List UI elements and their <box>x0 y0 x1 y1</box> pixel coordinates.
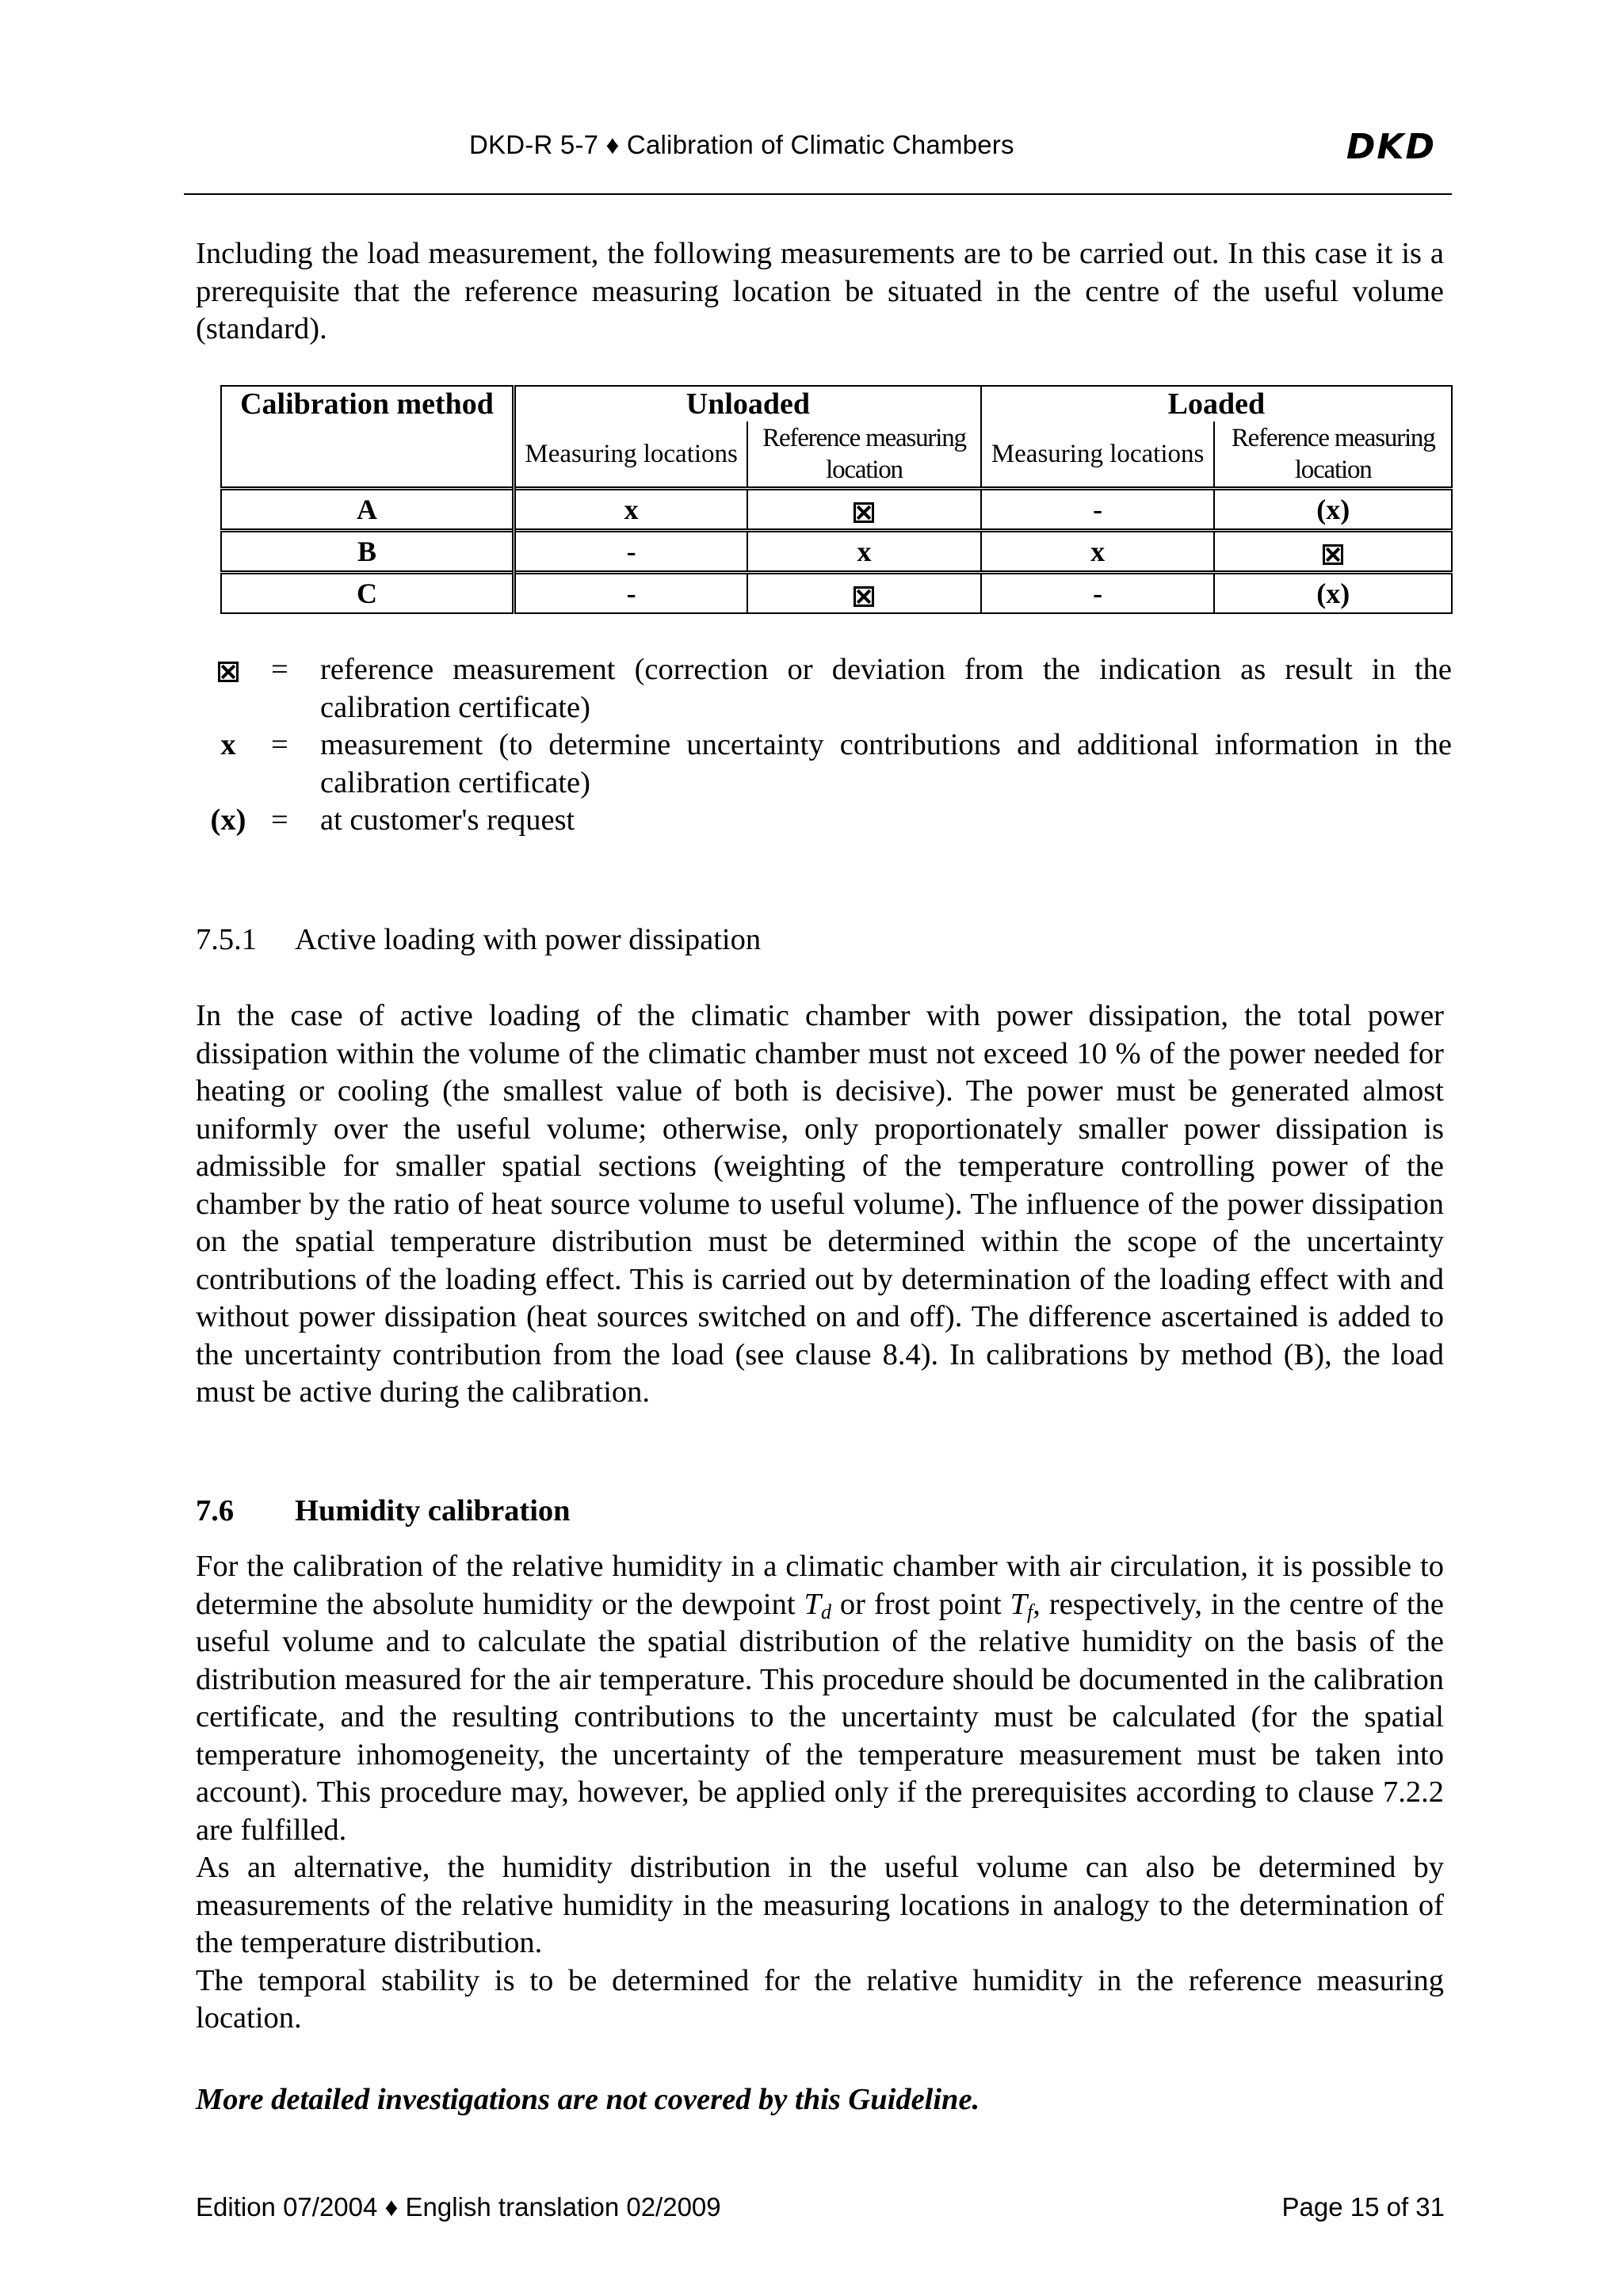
section-number: 7.6 <box>196 1494 235 1527</box>
subheader-loaded-measuring: Measuring locations <box>981 421 1215 489</box>
intro-paragraph: Including the load measurement, the following measurements are to be carried out. In this case it is a prerequisite that the reference measuring location be situated in the centre of the useful volume (standard). <box>196 237 1444 345</box>
group-header-unloaded: Unloaded <box>514 386 981 421</box>
column-header-spacer <box>221 421 514 489</box>
subheader-unloaded-measuring: Measuring locations <box>514 421 748 489</box>
dkd-logo: DKD <box>1346 127 1436 167</box>
table-cell: x <box>514 489 748 531</box>
legend-item <box>208 802 1452 840</box>
page-header <box>184 127 1452 165</box>
section-heading-7-5-1 <box>196 921 761 959</box>
table-legend <box>208 651 1452 840</box>
section-title: Humidity calibration <box>295 1494 571 1527</box>
closing-note: More detailed investigations are not covered by this Guideline. <box>196 2083 980 2116</box>
header-title: DKD-R 5-7 ♦ Calibration of Climatic Chambers <box>469 130 1014 159</box>
section-7-6-paragraph-2: As an alternative, the humidity distribution in the useful volume can also be determined by measurements of the relative humidity in the measuring locations in analogy to the determination of the temperature distribution. <box>196 1851 1444 1959</box>
table-cell: - <box>981 489 1215 531</box>
table-row <box>221 531 1452 573</box>
footer-page-number: Page 15 of 31 <box>1281 2192 1445 2222</box>
table-row <box>221 489 1452 531</box>
variable-subscript: f <box>1027 1600 1033 1623</box>
text-run: For the calibration of the relative humidity in a climatic chamber with air circulation, it is possible to determine the absolute humidity or the dewpoint <box>196 1550 1444 1621</box>
legend-text: at customer's request <box>320 803 575 837</box>
method-cell: B <box>221 531 514 573</box>
table-cell: x <box>981 531 1215 573</box>
subheader-loaded-reference: Reference measuring location <box>1214 421 1452 489</box>
section-heading-7-6 <box>196 1493 571 1531</box>
legend-symbol <box>208 651 249 689</box>
calibration-method-table <box>220 385 1453 614</box>
table-cell: x <box>747 531 981 573</box>
text-run: , respectively, in the centre of the useful volume and to calculate the spatial distribution of the relative humidity on the basis of the distribution measured for the air temperature. This procedure should be documented in the calibration certificate, and the resulting contributions to the uncertainty must be calculated (for the spatial temperature inhomogeneity, the uncertainty of the temperature measurement must be taken into account). This procedure may, however, be applied only if the prerequisites according to clause 7.2.2 are fulfilled. <box>196 1587 1444 1847</box>
reference-measurement-box-icon <box>854 502 874 523</box>
variable-letter: T <box>1010 1587 1028 1621</box>
text-run: or frost point <box>831 1587 1010 1621</box>
legend-symbol: (x) <box>210 803 246 837</box>
section-7-6-body <box>196 1548 1444 2038</box>
legend-symbol: x <box>220 728 236 761</box>
section-7-5-1-paragraph: In the case of active loading of the climatic chamber with power dissipation, the total power dissipation within the volume of the climatic chamber must not exceed 10 % of the power needed for heating or cooling (the smallest value of both is decisive). The power must be generated almost uniformly over the useful volume; otherwise, only proportionately smaller power dissipation is admissible for smaller spatial sections (weighting of the temperature controlling power of the chamber by the ratio of heat source volume to useful volume). The influence of the power dissipation on the spatial temperature distribution must be determined within the scope of the uncertainty contributions of the loading effect. This is carried out by determination of the loading effect with and without power dissipation (heat sources switched on and off). The difference ascertained is added to the uncertainty contribution from the load (see clause 8.4). In calibrations by method (B), the load must be active during the calibration. <box>196 999 1444 1409</box>
method-cell: A <box>221 489 514 531</box>
table-cell: (x) <box>1214 489 1452 531</box>
table-header-row <box>221 386 1452 421</box>
table-cell <box>1214 531 1452 573</box>
section-number: 7.5.1 <box>196 923 257 956</box>
legend-text: reference measurement (correction or deviation from the indication as result in the calibration certificate) <box>320 653 1452 724</box>
variable-subscript: d <box>820 1600 831 1623</box>
group-header-loaded: Loaded <box>981 386 1452 421</box>
method-cell: C <box>221 573 514 614</box>
legend-equals: = <box>271 728 288 761</box>
variable-letter: T <box>804 1587 821 1621</box>
column-header-calibration-method: Calibration method <box>221 386 514 421</box>
table-cell: - <box>981 573 1215 614</box>
legend-item <box>208 727 1452 802</box>
legend-equals: = <box>271 803 288 837</box>
table-cell <box>747 489 981 531</box>
frost-point-symbol <box>1010 1588 1033 1621</box>
table-cell: (x) <box>1214 573 1452 614</box>
legend-text: measurement (to determine uncertainty contributions and additional information in the calibration certificate) <box>320 728 1452 799</box>
legend-equals: = <box>271 653 288 686</box>
table-cell: - <box>514 531 748 573</box>
table-subheader-row <box>221 421 1452 489</box>
reference-measurement-box-icon <box>1323 544 1343 565</box>
reference-measurement-box-icon <box>854 586 874 607</box>
section-7-6-paragraph-1 <box>196 1548 1444 1849</box>
header-divider <box>184 193 1452 195</box>
table-row <box>221 573 1452 614</box>
dewpoint-symbol <box>804 1588 831 1621</box>
subheader-unloaded-reference: Reference measuring location <box>747 421 981 489</box>
section-title: Active loading with power dissipation <box>295 923 762 956</box>
table-cell <box>747 573 981 614</box>
section-7-6-paragraph-3: The temporal stability is to be determined for the relative humidity in the reference measuring location. <box>196 1963 1444 2035</box>
reference-measurement-box-icon <box>218 662 239 682</box>
footer-edition: Edition 07/2004 ♦ English translation 02/2009 <box>196 2192 721 2222</box>
legend-item <box>208 651 1452 727</box>
table-cell: - <box>514 573 748 614</box>
